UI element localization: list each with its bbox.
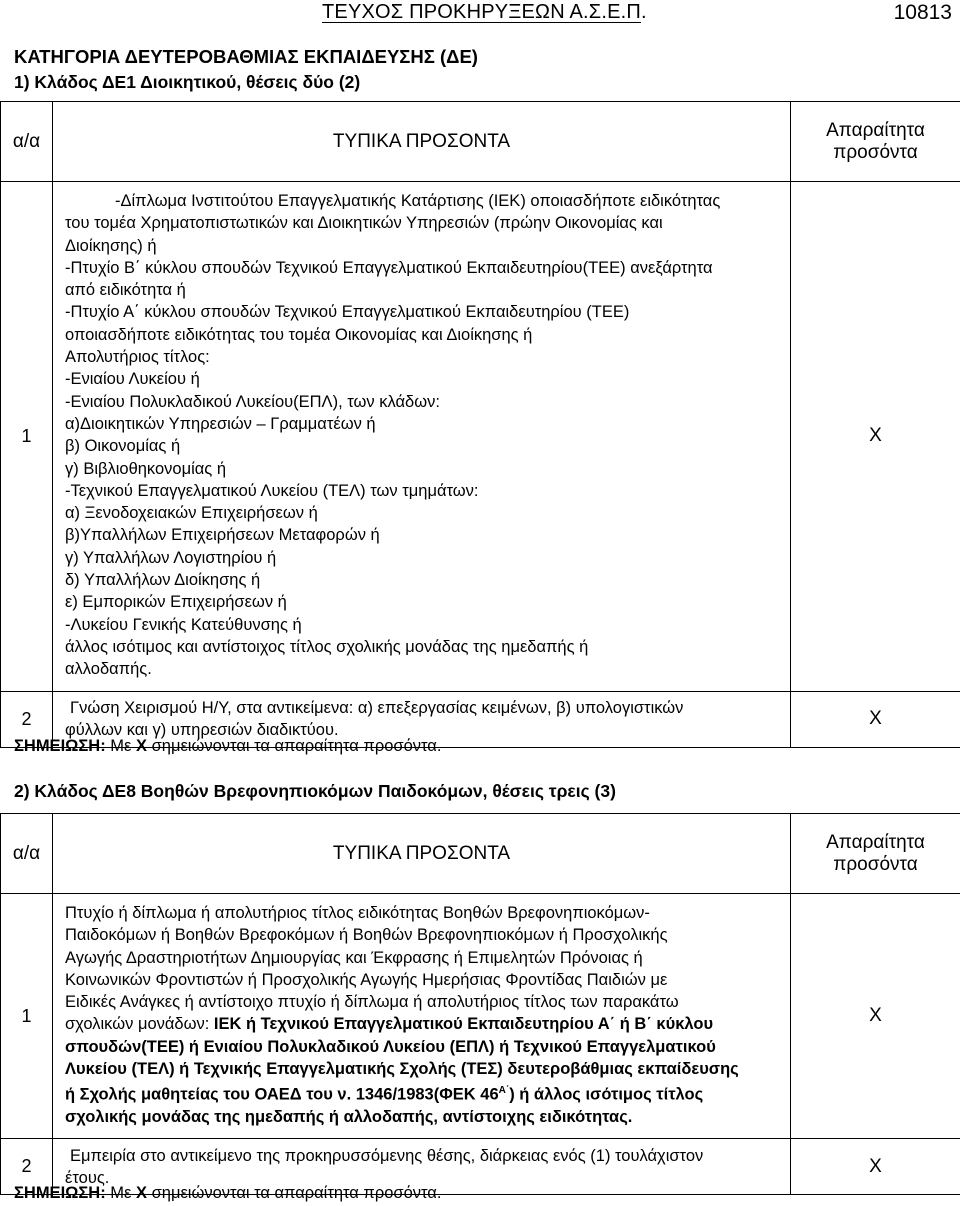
col-header-typika: ΤΥΠΙΚΑ ΠΡΟΣΟΝΤΑ — [53, 102, 791, 182]
text-line: Πτυχίο ή δίπλωμα ή απολυτήριος τίτλος ειδικότητας Βοηθών Βρεφονηπιοκόμων- — [65, 904, 650, 922]
text-line: δ) Υπαλλήλων Διοίκησης ή — [65, 571, 261, 590]
text-line: Γνώση Χειρισμού Η/Υ, στα αντικείμενα: α) επεξεργασίας κειμένων, β) υπολογιστικών — [70, 698, 684, 717]
text-line: Ειδικές Ανάγκες ή αντίστοιχο πτυχίο ή δίπλωμα ή απολυτήριος τίτλος των παρακάτω — [65, 993, 679, 1012]
text-line: γ) Υπαλλήλων Λογιστηρίου ή — [65, 548, 277, 567]
qualifications-cell — [53, 894, 791, 1139]
requirements-table-2 — [0, 813, 960, 1195]
text-line: άλλος ισότιμος και αντίστοιχος τίτλος σχολικής μονάδας της ημεδαπής ή — [65, 637, 589, 656]
text-line: -Δίπλωμα Ινστιτούτου Επαγγελματικής Κατάρτισης (ΙΕΚ) οποιασδήποτε ειδικότητας — [115, 192, 721, 210]
text-line: β) Οικονομίας ή — [65, 437, 181, 456]
text-line: του τομέα Χρηματοπιστωτικών και Διοικητικών Υπηρεσιών (πρώην Οικονομίας και — [65, 214, 663, 233]
table-header-row — [1, 814, 960, 894]
required-mark: Χ — [791, 182, 960, 692]
section1-title: 1) Κλάδος ΔΕ1 Διοικητικού, θέσεις δύο (2) — [14, 72, 361, 92]
text-line: Κοινωνικών Φροντιστών ή Προσχολικής Αγωγής Ημερήσιας Φροντίδας Παιδιών με — [65, 970, 668, 989]
text-span: σχολικών μονάδων: — [65, 1015, 214, 1034]
bold-text-span: ΙΕΚ ή Τεχνικού Επαγγελματικού Εκπαιδευτηρίου Α΄ ή Β΄ κύκλου — [213, 1015, 714, 1034]
section2-title: 2) Κλάδος ΔΕ8 Βοηθών Βρεφονηπιοκόμων Παιδοκόμων, θέσεις τρεις (3) — [14, 781, 616, 801]
text-line: οποιασδήποτε ειδικότητας του τομέα Οικονομίας και Διοίκησης ή — [65, 325, 533, 344]
col-header-required-line1: Απαραίτητα — [826, 831, 925, 853]
row-number: 1 — [1, 894, 53, 1139]
category-title: ΚΑΤΗΓΟΡΙΑ ΔΕΥΤΕΡΟΒΑΘΜΙΑΣ ΕΚΠΑΙΔΕΥΣΗΣ (ΔΕ) — [14, 46, 478, 67]
text-line: αλλοδαπής. — [65, 660, 152, 679]
text-line: Λυκείου (ΤΕΛ) ή Τεχνικής Επαγγελματικής Σχολής (ΤΕΣ) δευτεροβάθμιας εκπαίδευσης — [65, 1060, 739, 1079]
header-underline — [322, 22, 641, 23]
page-number: 10813 — [893, 1, 952, 24]
text-span: ή Σχολής μαθητείας του ΟΑΕΔ του ν. 1346/1983(ΦΕΚ 46 — [65, 1085, 499, 1104]
note-1: ΣΗΜΕΙΩΣΗ: Με Χ σημειώνονται τα απαραίτητα προσόντα. — [14, 737, 442, 755]
table-row — [1, 182, 960, 692]
text-line: γ) Βιβλιοθηκονομίας ή — [65, 459, 227, 478]
text-line: σχολικής μονάδας της ημεδαπής ή αλλοδαπής, αντίστοιχης ειδικότητας. — [65, 1108, 633, 1127]
text-line: Παιδοκόμων ή Βοηθών Βρεφοκόμων ή Βοηθών Βρεφονηπιοκόμων ή Προσχολικής — [65, 926, 668, 945]
text-line: φύλλων και γ) υπηρεσιών διαδικτύου. — [65, 721, 339, 740]
text-line: σπουδών(ΤΕΕ) ή Ενιαίου Πολυκλαδικού Λυκείου (ΕΠΛ) ή Τεχνικού Επαγγελματικού — [65, 1037, 716, 1056]
text-line: έτους. — [65, 1168, 110, 1187]
note-label: ΣΗΜΕΙΩΣΗ: — [14, 1184, 106, 1202]
text-line: Εμπειρία στο αντικείμενο της προκηρυσσόμενης θέσης, διάρκειας ενός (1) τουλάχιστον — [70, 1146, 704, 1165]
text-line: Απολυτήριος τίτλος: — [65, 348, 210, 367]
note-mark: Χ — [135, 737, 147, 755]
text-line: α) Ξενοδοχειακών Επιχειρήσεων ή — [65, 504, 318, 523]
text-line: -Πτυχίο Α΄ κύκλου σπουδών Τεχνικού Επαγγελματικού Εκπαιδευτηρίου (ΤΕΕ) — [65, 303, 630, 322]
required-mark: Χ — [791, 894, 960, 1139]
superscript: Α΄ — [498, 1085, 510, 1097]
text-span: ) ή άλλος ισότιμος τίτλος — [509, 1085, 704, 1104]
col-header-required — [791, 102, 960, 182]
issue-title: ΤΕΥΧΟΣ ΠΡΟΚΗΡΥΞΕΩΝ Α.Σ.Ε.Π. — [322, 1, 647, 23]
text-line: ε) Εμπορικών Επιχειρήσεων ή — [65, 593, 287, 612]
text-line: -Τεχνικού Επαγγελματικού Λυκείου (ΤΕΛ) των τμημάτων: — [65, 481, 479, 500]
note-label: ΣΗΜΕΙΩΣΗ: — [14, 737, 106, 755]
table-header-row — [1, 102, 960, 182]
note-mark: Χ — [135, 1184, 147, 1202]
col-header-required-line1: Απαραίτητα — [826, 119, 925, 141]
text-line: από ειδικότητα ή — [65, 281, 186, 300]
text-line: -Ενιαίου Πολυκλαδικού Λυκείου(ΕΠΛ), των κλάδων: — [65, 392, 440, 411]
text-line: α)Διοικητικών Υπηρεσιών – Γραμματέων ή — [65, 414, 376, 433]
required-mark: Χ — [791, 691, 960, 747]
text-line: β)Υπαλλήλων Επιχειρήσεων Μεταφορών ή — [65, 526, 380, 545]
text-line: -Ενιαίου Λυκείου ή — [65, 370, 200, 389]
row-number: 2 — [1, 691, 53, 747]
qualifications-cell — [53, 182, 791, 692]
text-line: Αγωγής Δραστηριοτήτων Δημιουργίας και Έκφρασης ή Επιμελητών Πρόνοιας ή — [65, 948, 643, 967]
text-line: -Λυκείου Γενικής Κατεύθυνσης ή — [65, 615, 302, 634]
requirements-table-1 — [0, 101, 960, 748]
col-header-required-line2: προσόντα — [833, 141, 918, 163]
table-row — [1, 894, 960, 1139]
note-2: ΣΗΜΕΙΩΣΗ: Με Χ σημειώνονται τα απαραίτητα προσόντα. — [14, 1184, 442, 1202]
col-header-typika: ΤΥΠΙΚΑ ΠΡΟΣΟΝΤΑ — [53, 814, 791, 894]
col-header-required — [791, 814, 960, 894]
required-mark: Χ — [791, 1139, 960, 1195]
text-line: -Πτυχίο Β΄ κύκλου σπουδών Τεχνικού Επαγγελματικού Εκπαιδευτηρίου(ΤΕΕ) ανεξάρτητα — [65, 258, 713, 277]
text-line — [65, 1013, 782, 1035]
text-line — [65, 1080, 782, 1106]
row-number: 1 — [1, 182, 53, 692]
col-header-aa: α/α — [1, 102, 53, 182]
col-header-aa: α/α — [1, 814, 53, 894]
row-number: 2 — [1, 1139, 53, 1195]
text-line: Διοίκησης) ή — [65, 236, 157, 255]
page-header — [0, 0, 960, 24]
col-header-required-line2: προσόντα — [833, 853, 918, 875]
